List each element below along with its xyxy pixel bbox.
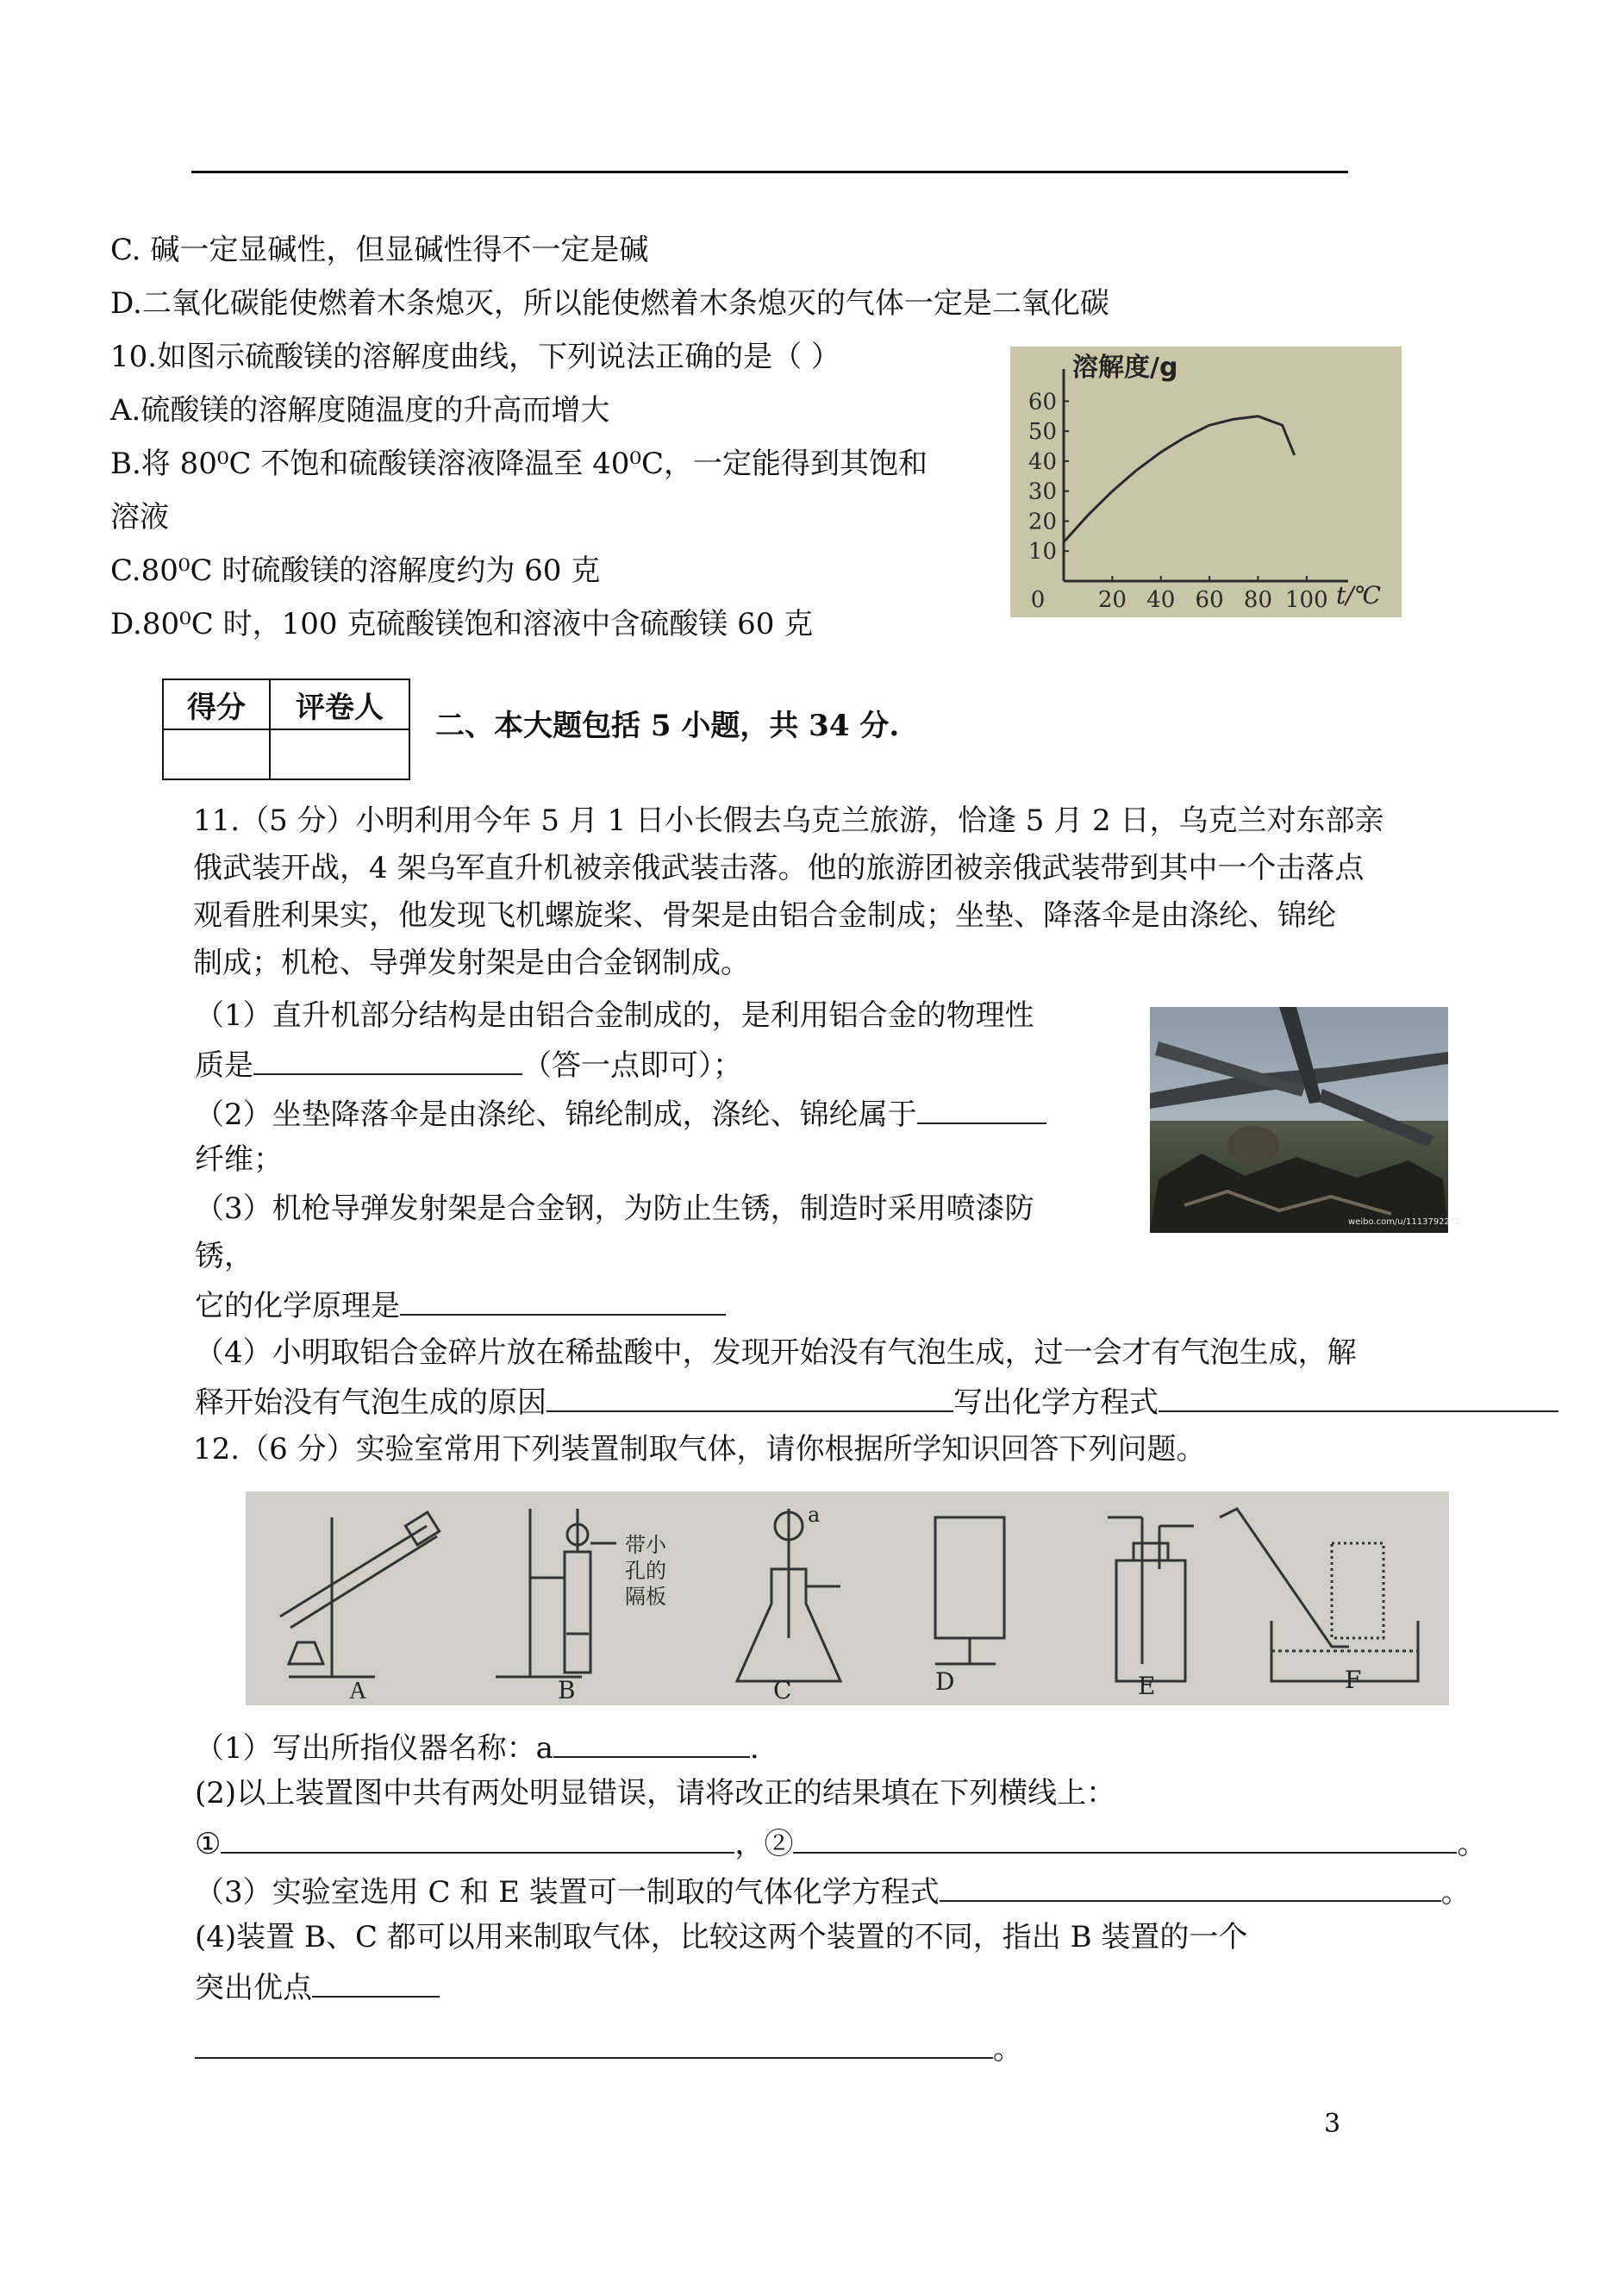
q11-sub3-line3 — [195, 1285, 726, 1325]
q12-period-3: 。 — [993, 2032, 1022, 2067]
q11-answer-2-blank[interactable] — [917, 1093, 1046, 1124]
chart-y-tick-label: 50 — [1027, 419, 1057, 446]
apparatus-labels — [349, 1503, 1361, 1704]
q12-stem: 12.（6 分）实验室常用下列装置制取气体，请你根据所学知识回答下列问题。 — [193, 1432, 1206, 1466]
chart-y-tick-label: 60 — [1027, 389, 1057, 416]
q12-period-2: 。 — [1440, 1875, 1471, 1910]
q12-sub2-answers — [195, 1823, 1486, 1863]
page-number: 3 — [1324, 2109, 1341, 2139]
q11-sub1-line2 — [195, 1044, 742, 1085]
q12-sub1-prefix: （1）写出所指仪器名称：a — [195, 1731, 553, 1766]
q12-advantage-cont-blank[interactable] — [195, 2028, 993, 2059]
helicopter-wreck-photo — [1150, 1007, 1461, 1233]
photo-watermark: weibo.com/u/1113792272 — [1348, 1217, 1461, 1227]
q11-sub4-mid: 写出化学方程式 — [953, 1385, 1159, 1420]
q10-option-c: C.80⁰C 时硫酸镁的溶解度约为 60 克 — [110, 553, 601, 588]
q12-advantage-blank[interactable] — [312, 1967, 440, 1998]
helicopter-wreck-image — [1150, 1007, 1461, 1233]
apparatus-label-e: E — [1138, 1672, 1156, 1700]
score-cell[interactable] — [163, 729, 270, 779]
chart-x-tick-label: 0 — [1030, 587, 1046, 613]
q11-sub4-line1: （4）小明取铝合金碎片放在稀盐酸中，发现开始没有气泡生成，过一会才有气泡生成，解 — [195, 1335, 1357, 1370]
q9-option-c: C. 碱一定显碱性，但显碱性得不一定是碱 — [110, 233, 649, 267]
q11-line-3: 观看胜利果实，他发现飞机螺旋桨、骨架是由铝合金制成；坐垫、降落伞是由涤纶、锦纶 — [193, 898, 1336, 933]
solubility-chart-svg — [1010, 347, 1402, 617]
q11-sub3-prefix: 它的化学原理是 — [195, 1289, 400, 1323]
q11-sub2-line1 — [195, 1093, 1046, 1134]
q11-answer-4a-blank[interactable] — [547, 1381, 953, 1412]
q11-sub1-prefix: 质是 — [195, 1048, 253, 1083]
q12-sub3 — [195, 1871, 1471, 1911]
q11-sub1-line1: （1）直升机部分结构是由铝合金制成的，是利用铝合金的物理性 — [195, 998, 1034, 1033]
q11-answer-1-blank[interactable] — [253, 1044, 522, 1075]
grader-cell[interactable] — [270, 729, 409, 779]
q12-period-1: 。 — [1457, 1827, 1487, 1861]
b-plate-note-3: 隔板 — [625, 1585, 666, 1609]
q12-sub1-suffix: . — [749, 1731, 759, 1766]
q12-sub3-prefix: （3）实验室选用 C 和 E 装置可一制取的气体化学方程式 — [195, 1875, 940, 1910]
q10-option-d: D.80⁰C 时，100 克硫酸镁饱和溶液中含硫酸镁 60 克 — [110, 607, 814, 641]
q12-circle-2: ② — [764, 1827, 794, 1861]
score-header: 得分 — [163, 679, 270, 729]
q11-answer-4b-blank[interactable] — [1159, 1381, 1558, 1412]
q12-sub4-line2 — [195, 1967, 440, 2007]
chart-y-tick-label: 30 — [1027, 478, 1057, 505]
chart-y-tick-label: 40 — [1027, 448, 1057, 475]
b-plate-note-2: 孔的 — [625, 1559, 666, 1583]
chart-x-tick-label: 80 — [1243, 587, 1273, 613]
chart-y-tick-label: 20 — [1027, 509, 1057, 535]
q11-sub4-prefix: 释开始没有气泡生成的原因 — [195, 1385, 547, 1420]
q11-line-1: 11.（5 分）小明利用今年 5 月 1 日小长假去乌克兰旅游，恰逢 5 月 2 日，乌克兰对东部亲 — [193, 804, 1384, 838]
q11-sub4-line2 — [195, 1381, 1558, 1422]
apparatus-label-b: B — [558, 1676, 576, 1704]
q11-line-2: 俄武装开战，4 架乌军直升机被亲俄武装击落。他的旅游团被亲俄武装带到其中一个击落点 — [193, 851, 1365, 885]
grader-header: 评卷人 — [270, 679, 409, 729]
section-two-heading: 二、本大题包括 5 小题，共 34 分. — [435, 709, 900, 743]
apparatus-label-a: A — [349, 1678, 367, 1704]
chart-y-tick-label: 10 — [1027, 539, 1057, 566]
q11-line-4: 制成；机枪、导弹发射架是由合金钢制成。 — [193, 946, 750, 980]
q12-correction-2-blank[interactable] — [793, 1823, 1457, 1854]
q11-sub2-line2: 纤维； — [195, 1142, 283, 1177]
chart-x-tick-label: 20 — [1097, 587, 1127, 613]
apparatus-label-d: D — [935, 1667, 955, 1696]
chart-x-tick-label: 60 — [1195, 587, 1224, 613]
q11-answer-3-blank[interactable] — [400, 1285, 726, 1316]
q9-option-d: D.二氧化碳能使燃着木条熄灭，所以能使燃着木条熄灭的气体一定是二氧化碳 — [110, 286, 1109, 321]
apparatus-figure — [246, 1491, 1449, 1705]
q10-stem: 10.如图示硫酸镁的溶解度曲线，下列说法正确的是（ ） — [110, 340, 840, 374]
q12-equation-blank[interactable] — [940, 1871, 1441, 1902]
q12-answer-a-blank[interactable] — [553, 1727, 750, 1758]
q11-sub2-prefix: （2）坐垫降落伞是由涤纶、锦纶制成，涤纶、锦纶属于 — [195, 1097, 917, 1132]
apparatus-label-f: F — [1345, 1666, 1362, 1694]
apparatus-diagram — [246, 1491, 1449, 1705]
q10-option-b: B.将 80⁰C 不饱和硫酸镁溶液降温至 40⁰C，一定能得到其饱和 — [110, 447, 928, 481]
chart-y-axis-label: 溶解度/g — [1072, 353, 1178, 383]
solubility-chart — [1010, 347, 1402, 617]
q12-circle-1: ① — [195, 1827, 222, 1861]
header-rule — [191, 171, 1348, 173]
chart-x-tick-label: 100 — [1284, 587, 1328, 613]
score-table — [162, 678, 410, 780]
q12-sub1 — [195, 1727, 759, 1767]
q12-sub4-line3 — [195, 2028, 1022, 2068]
q11-sub1-suffix: （答一点即可）； — [522, 1048, 742, 1083]
q12-sub2: (2)以上装置图中共有两处明显错误，请将改正的结果填在下列横线上： — [195, 1776, 1116, 1810]
q12-sub4-prefix: 突出优点 — [195, 1971, 312, 2005]
q12-sub4-line1: (4)装置 B、C 都可以用来制取气体，比较这两个装置的不同，指出 B 装置的一个 — [195, 1920, 1248, 1954]
b-plate-note-1: 带小 — [625, 1533, 666, 1557]
chart-x-tick-label: 40 — [1146, 587, 1176, 613]
q11-sub3-line1: （3）机枪导弹发射架是合金钢，为防止生锈，制造时采用喷漆防 — [195, 1191, 1034, 1226]
q12-correction-1-blank[interactable] — [221, 1823, 734, 1854]
q10-option-b-cont: 溶液 — [110, 500, 169, 535]
apparatus-pointer-a: a — [808, 1503, 821, 1527]
chart-x-axis-label: t/℃ — [1336, 581, 1382, 610]
q11-sub3-line2: 锈， — [195, 1239, 253, 1273]
apparatus-label-c: C — [773, 1676, 792, 1704]
q10-option-a: A.硫酸镁的溶解度随温度的升高而增大 — [110, 393, 610, 428]
solubility-curve — [1064, 416, 1295, 542]
q12-comma: ， — [734, 1827, 765, 1861]
